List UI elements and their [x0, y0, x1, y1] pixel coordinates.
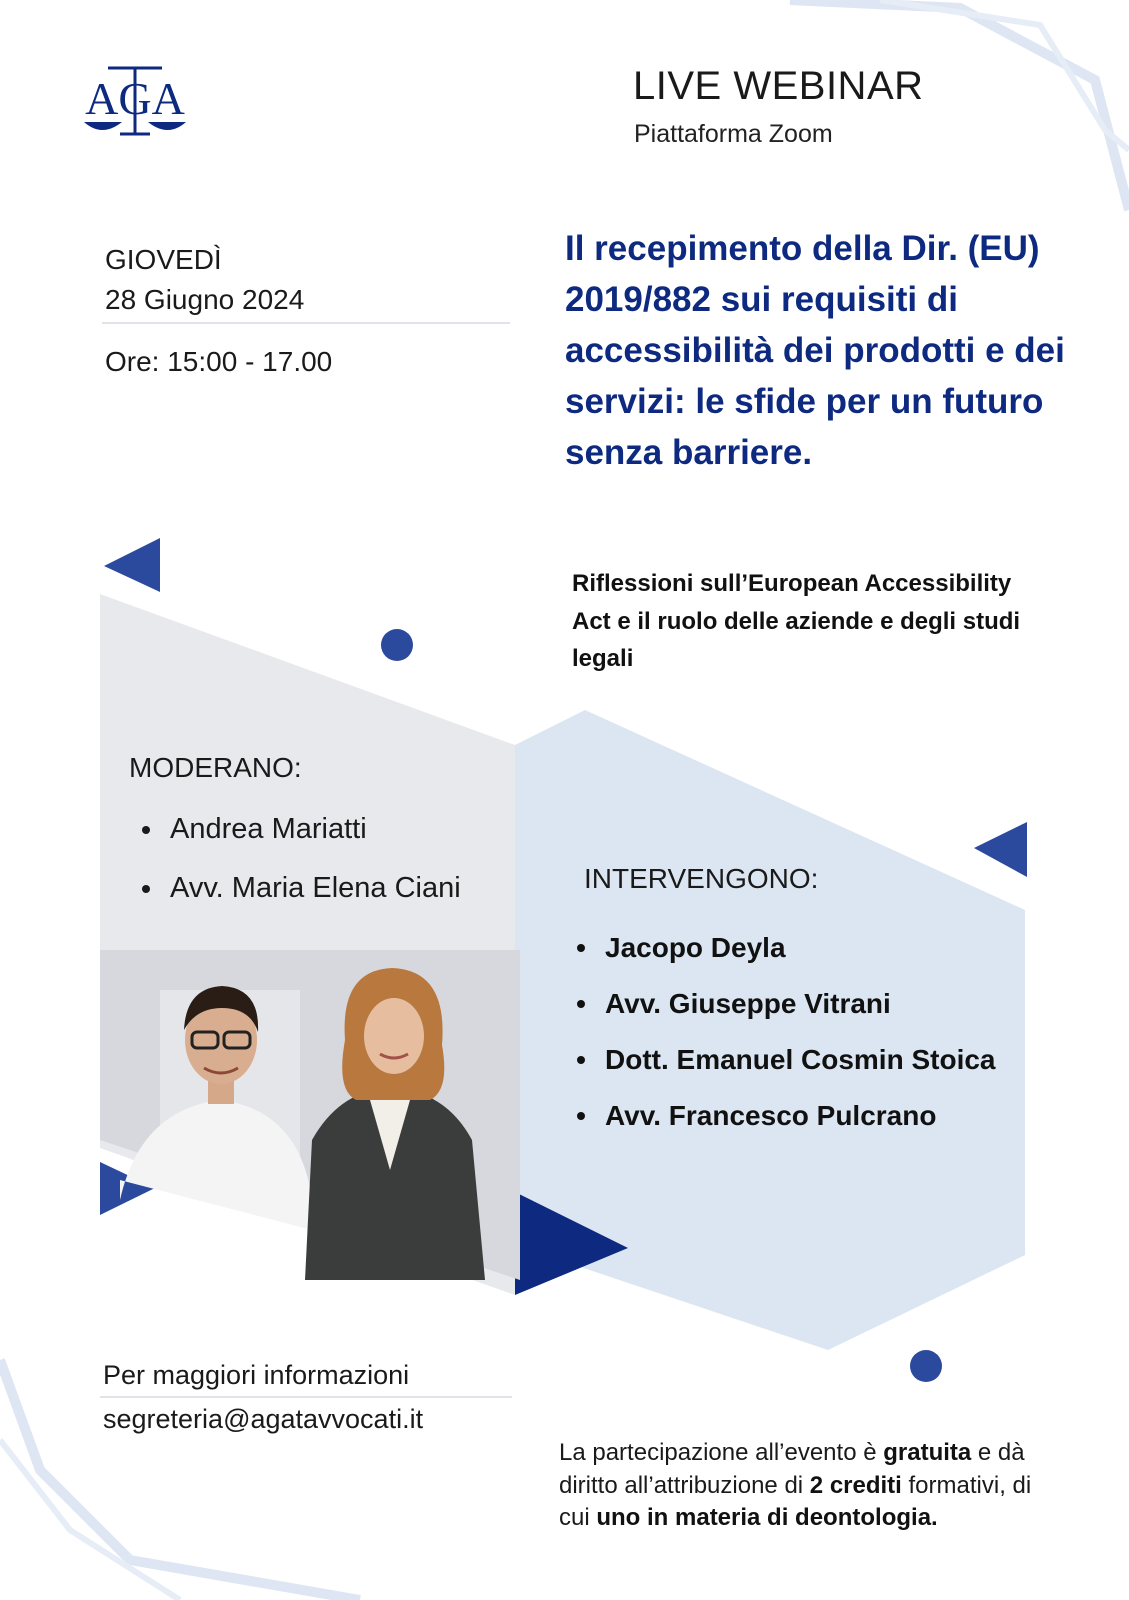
date-divider: [102, 322, 510, 324]
aga-logo: [80, 62, 190, 142]
note-text: formativi, di cui: [559, 1471, 1032, 1531]
person-illustration-icon: [100, 950, 520, 1280]
list-item: [135, 811, 515, 870]
note-text: e dà diritto all’attribuzione di: [559, 1439, 1025, 1499]
bullet-icon: [142, 826, 150, 834]
list-item: [572, 1040, 1002, 1080]
moderator-name: Andrea Mariatti: [170, 813, 367, 845]
contact-label: Per maggiori informazioni: [103, 1360, 410, 1390]
scales-logo-icon: [80, 62, 190, 142]
speaker-name: Dott. Emanuel Cosmin Stoica: [605, 1044, 996, 1075]
bullet-icon: [577, 1056, 585, 1064]
moderators-photo: [100, 950, 520, 1280]
note-text: La partecipazione all’evento è: [559, 1439, 884, 1466]
logo-text: AGA: [85, 73, 185, 124]
speaker-name: Jacopo Deyla: [605, 932, 786, 963]
speaker-name: Avv. Francesco Pulcrano: [605, 1100, 937, 1131]
event-time: Ore: 15:00 - 17.00: [105, 346, 333, 377]
speakers-label: INTERVENGONO:: [584, 863, 819, 894]
speakers-list: [572, 928, 1002, 1152]
list-item: [572, 984, 1002, 1024]
moderators-list: [135, 811, 515, 929]
list-item: [135, 870, 515, 929]
event-headline: Il recepimento della Dir. (EU) 2019/882 sui requisiti di accessibilità dei prodotti e dei servizi: le sfide per un futuro senza barriere.: [565, 229, 1065, 472]
list-item: [572, 928, 1002, 968]
bullet-icon: [142, 885, 150, 893]
bullet-icon: [577, 1000, 585, 1008]
platform-label: Piattaforma Zoom: [634, 120, 833, 148]
event-day: GIOVEDÌ: [105, 244, 222, 275]
bullet-icon: [577, 1112, 585, 1120]
live-webinar-title: LIVE WEBINAR: [633, 64, 924, 108]
note-credits: 2 crediti: [809, 1471, 902, 1499]
moderator-name: Avv. Maria Elena Ciani: [170, 872, 461, 904]
list-item: [572, 1096, 1002, 1136]
note-free: gratuita: [883, 1439, 972, 1466]
event-subheadline: Riflessioni sull’European Accessibility Act e il ruolo delle aziende e degli studi legali: [572, 570, 1021, 672]
speaker-name: Avv. Giuseppe Vitrani: [605, 988, 891, 1019]
moderators-label: MODERANO:: [129, 752, 302, 783]
bullet-icon: [577, 944, 585, 952]
participation-note: [559, 1437, 1039, 1535]
contact-email-link[interactable]: segreteria@agatavvocati.it: [103, 1404, 424, 1434]
contact-divider: [100, 1396, 512, 1398]
note-deontology: uno in materia di deontologia.: [596, 1504, 938, 1531]
event-date: 28 Giugno 2024: [105, 284, 305, 315]
